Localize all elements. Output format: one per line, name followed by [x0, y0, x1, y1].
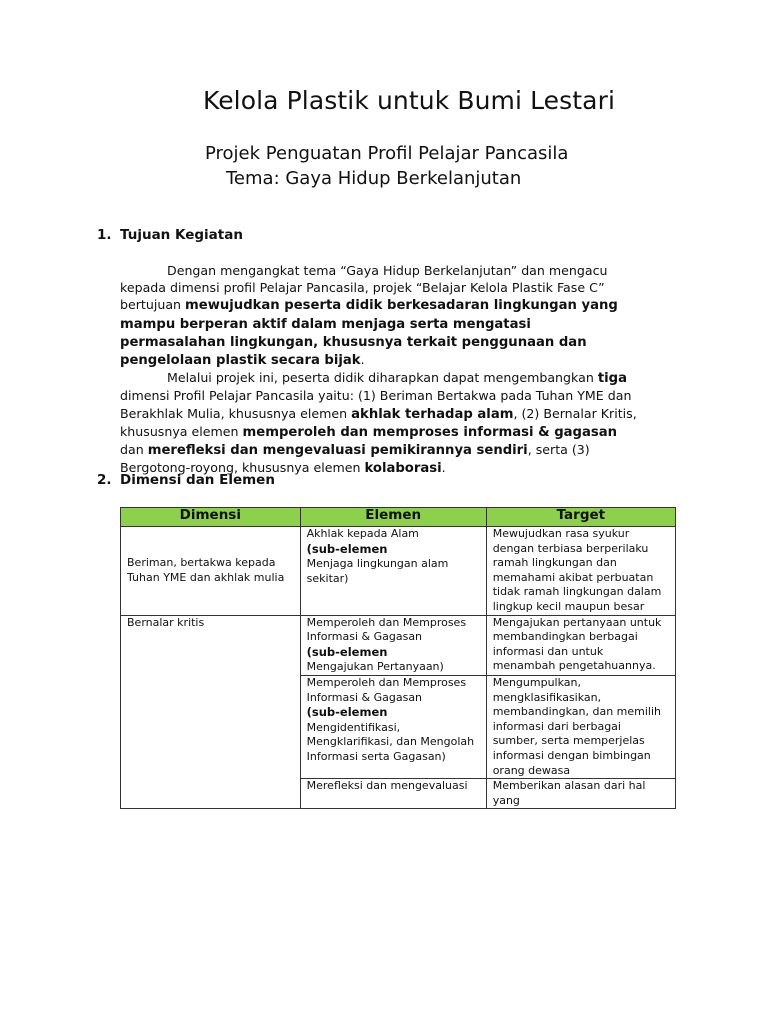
cell-target: Mengajukan pertanyaan untuk membandingkan berbagai informasi dan untuk menambah pengetahuannya.	[486, 615, 675, 675]
text-span: dimensi Profil Pelajar Pancasila yaitu: (1) Beriman Bertakwa pada Tuhan YME dan Berakhlak Mulia, khususnya elemen	[120, 388, 632, 421]
paragraph-1	[120, 262, 640, 369]
paragraph-tujuan	[120, 262, 640, 477]
section-title: Tujuan Kegiatan	[120, 227, 243, 243]
dimensi-elemen-table	[120, 507, 676, 809]
paragraph-2	[120, 369, 640, 477]
text-span: , serta (3) Bergotong-royong, khususnya elemen	[120, 442, 590, 476]
elemen-text: Akhlak kepada Alam	[306, 527, 419, 540]
section-number: 2.	[97, 472, 112, 488]
cell-dimensi: Bernalar kritis	[121, 615, 301, 809]
elemen-text: Mengidentifikasi, Mengklarifikasi, dan Mengolah Informasi serta Gagasan)	[306, 720, 475, 763]
elemen-text: Menjaga lingkungan alam sekitar)	[306, 557, 449, 585]
document-theme: Tema: Gaya Hidup Berkelanjutan	[226, 168, 522, 189]
sub-elemen-label: (sub-elemen	[306, 644, 388, 659]
cell-elemen: Merefleksi dan mengevaluasi	[300, 779, 486, 809]
bold-text: memperoleh dan memproses informasi & gagasan	[242, 424, 618, 440]
cell-elemen	[300, 527, 486, 616]
table-row	[121, 527, 676, 616]
cell-target: Mengumpulkan, mengklasifikasikan, membandingkan, dan memilih informasi dari berbagai sumber, serta memperjelas informasi dengan bimbingan orang dewasa	[486, 675, 675, 778]
section-heading-dimensi	[97, 472, 275, 488]
bold-text: merefleksi dan mengevaluasi pemikirannya sendiri	[147, 443, 528, 459]
bold-text: tiga	[597, 371, 627, 387]
elemen-text: Memperoleh dan Memproses Informasi & Gagasan	[306, 675, 467, 704]
cell-target: Memberikan alasan dari hal yang	[486, 779, 675, 809]
cell-target: Mewujudkan rasa syukur dengan terbiasa berperilaku ramah lingkungan dan memahami akibat perbuatan tidak ramah lingkungan dalam lingkup kecil maupun besar	[486, 527, 675, 616]
elemen-text: Memperoleh dan Memproses Informasi & Gagasan	[306, 615, 467, 644]
cell-dimensi: Beriman, bertakwa kepada Tuhan YME dan akhlak mulia	[121, 527, 301, 616]
bold-text: mewujudkan peserta didik berkesadaran lingkungan yang mampu berperan aktif dalam menjaga serta mengatasi permasalahan lingkungan, khususnya terkait penggunaan dan pengelolaan plastik secara bijak	[120, 298, 618, 369]
table-row	[121, 615, 676, 675]
elemen-text: Mengajukan Pertanyaan)	[306, 660, 444, 674]
bold-text: akhlak terhadap alam	[351, 406, 514, 422]
text-span: , (2) Bernalar Kritis, khususnya elemen	[120, 405, 637, 439]
document-subtitle: Projek Penguatan Profil Pelajar Pancasila	[205, 143, 569, 164]
bold-text: kolaborasi	[364, 461, 442, 477]
column-header-target: Target	[486, 508, 675, 527]
sub-elemen-label: (sub-elemen	[306, 541, 388, 556]
column-header-elemen: Elemen	[300, 508, 486, 527]
text-span: dan	[120, 442, 148, 458]
document-title: Kelola Plastik untuk Bumi Lestari	[202, 86, 616, 115]
sub-elemen-label: (sub-elemen	[306, 705, 388, 720]
column-header-dimensi: Dimensi	[121, 508, 301, 527]
text-span: Dengan mengangkat tema “Gaya Hidup Berkelanjutan” dan mengacu kepada dimensi profil Pelajar Pancasila, projek “Belajar Kelola Plastik Fase C” bertujuan	[120, 263, 608, 313]
cell-elemen	[300, 675, 486, 778]
table-header-row	[121, 508, 676, 527]
text-span: .	[360, 352, 365, 368]
text-span: Melalui projek ini, peserta didik diharapkan dapat mengembangkan	[167, 370, 598, 386]
section-number: 1.	[97, 227, 112, 243]
cell-elemen	[300, 615, 486, 675]
section-heading-tujuan	[97, 227, 243, 243]
section-title: Dimensi dan Elemen	[120, 472, 275, 488]
text-span: .	[441, 460, 446, 476]
